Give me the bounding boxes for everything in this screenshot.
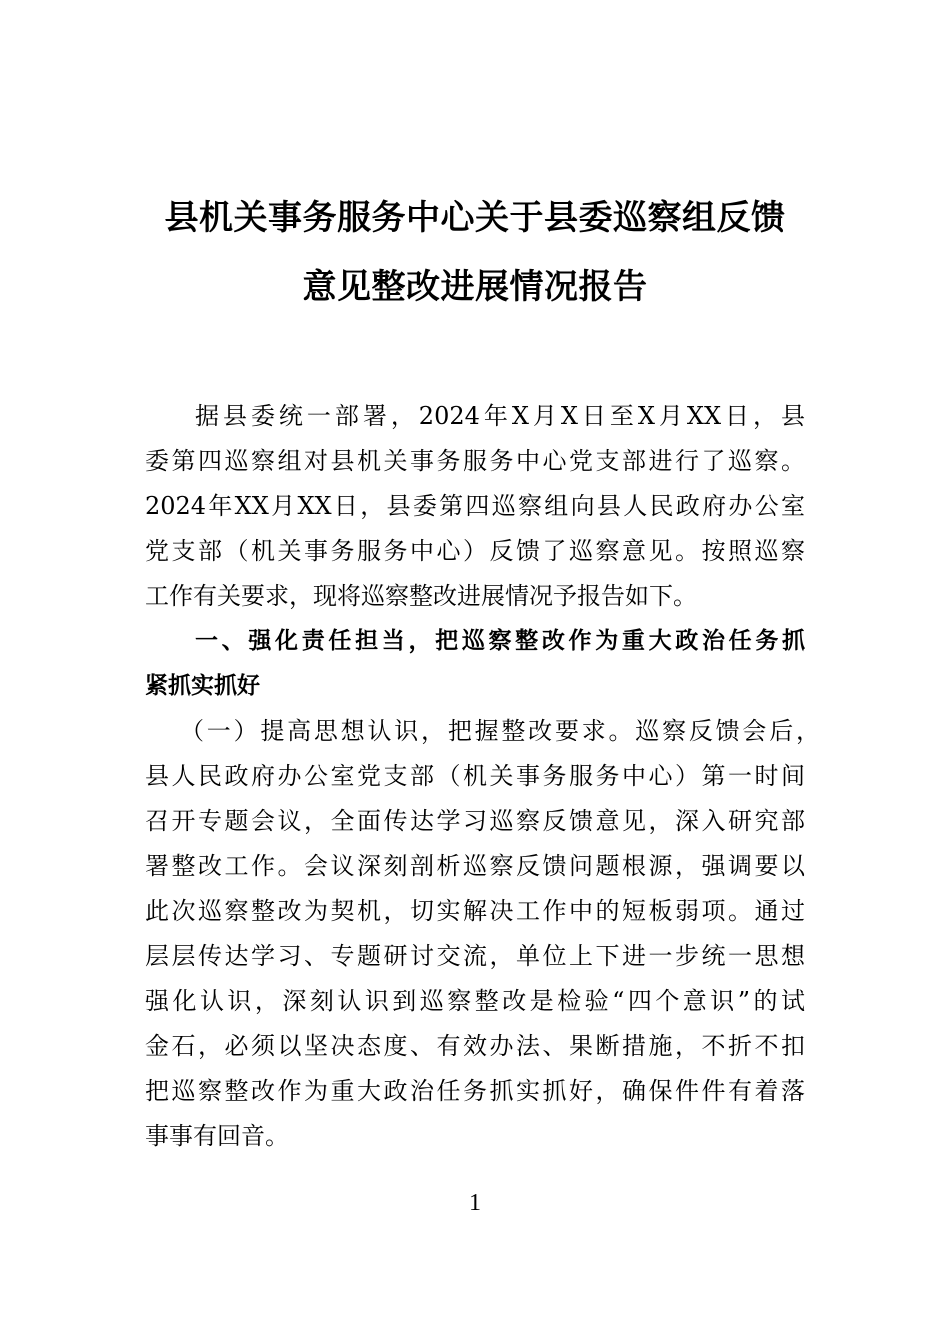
subsection-paragraph-line: 署整改工作。会议深刻剖析巡察反馈问题根源，强调要以 [145, 852, 805, 880]
document-title-line-2: 意见整改进展情况报告 [302, 267, 648, 307]
intro-paragraph-line: 据县委统一部署，2024年X月X日至X月XX日，县 [195, 402, 805, 430]
subsection-paragraph-line: 层层传达学习、专题研讨交流，单位上下进一步统一思想 [145, 942, 805, 970]
subsection-paragraph-line: （一）提高思想认识，把握整改要求。巡察反馈会后， [180, 717, 820, 745]
intro-paragraph-line: 党支部（机关事务服务中心）反馈了巡察意见。按照巡察 [145, 537, 805, 565]
subsection-paragraph-line: 县人民政府办公室党支部（机关事务服务中心）第一时间 [145, 762, 805, 790]
document-title-line-1: 县机关事务服务中心关于县委巡察组反馈 [164, 198, 786, 238]
section-heading-line: 一、强化责任担当，把巡察整改作为重大政治任务抓 [195, 628, 805, 654]
subsection-paragraph-line: 金石，必须以坚决态度、有效办法、果断措施，不折不扣 [145, 1032, 805, 1060]
intro-paragraph-line: 工作有关要求，现将巡察整改进展情况予报告如下。 [145, 582, 697, 610]
page-number: 1 [469, 1190, 481, 1216]
intro-paragraph-line: 委第四巡察组对县机关事务服务中心党支部进行了巡察。 [145, 447, 805, 475]
section-heading-line: 紧抓实抓好 [145, 673, 260, 699]
subsection-paragraph-line: 强化认识，深刻认识到巡察整改是检验“四个意识”的试 [145, 987, 805, 1015]
subsection-paragraph-line: 此次巡察整改为契机，切实解决工作中的短板弱项。通过 [145, 897, 805, 925]
subsection-paragraph-line: 召开专题会议，全面传达学习巡察反馈意见，深入研究部 [145, 807, 805, 835]
subsection-paragraph-line: 把巡察整改作为重大政治任务抓实抓好，确保件件有着落 [145, 1077, 805, 1105]
intro-paragraph-line: 2024年XX月XX日，县委第四巡察组向县人民政府办公室 [145, 492, 805, 520]
subsection-paragraph-line: 事事有回音。 [145, 1122, 289, 1150]
